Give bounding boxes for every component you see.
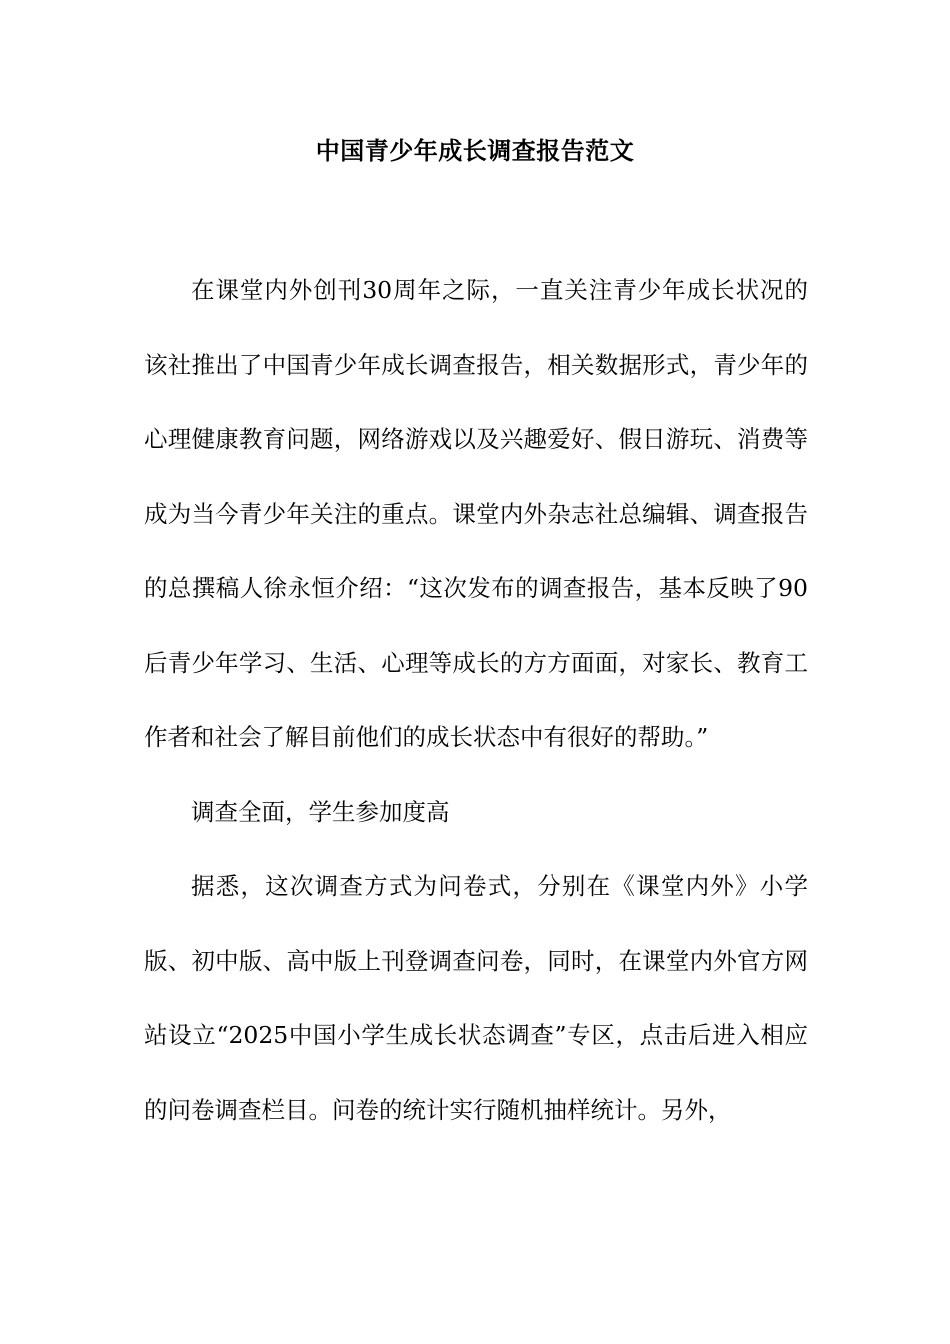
paragraph-intro: 在课堂内外创刊30周年之际，一直关注青少年成长状况的该社推出了中国青少年成长调查报告，相关数据形式，青少年的心理健康教育问题，网络游戏以及兴趣爱好、假日游玩、消费等成为当今青少年关注的重点。课堂内外杂志社总编辑、调查报告的总撰稿人徐永恒介绍：“这次发布的调查报告，基本反映了90后青少年学习、生活、心理等成长的方方面面，对家长、教育工作者和社会了解目前他们的成长状态中有很好的帮助。” — [144, 276, 808, 751]
paragraph-survey-method: 据悉，这次调查方式为问卷式，分别在《课堂内外》小学版、初中版、高中版上刊登调查问卷，同时，在课堂内外官方网站设立“2025中国小学生成长状态调查”专区，点击后进入相应的问卷调查栏目。问卷的统计实行随机抽样统计。另外， — [144, 872, 808, 1124]
document-body — [144, 253, 808, 1147]
section-heading: 调查全面，学生参加度高 — [191, 797, 450, 826]
document-title: 中国青少年成长调查报告范文 — [315, 136, 635, 165]
